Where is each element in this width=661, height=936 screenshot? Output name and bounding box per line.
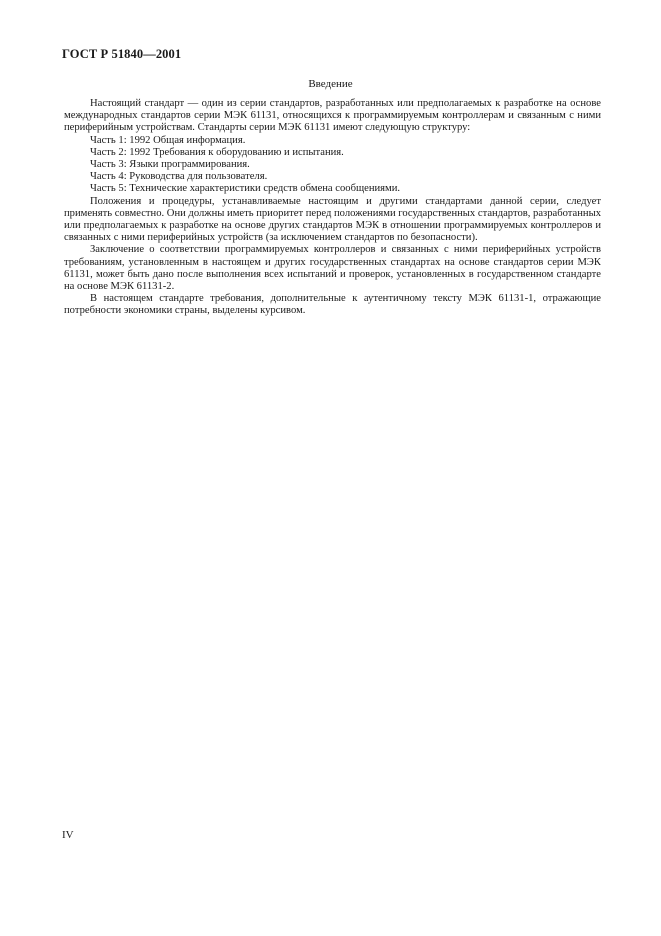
paragraph-intro: Настоящий стандарт — один из серии стандартов, разработанных или предполагаемых к разработке на основе международных стандартов серии МЭК 61131, относящихся к программируемым контроллерам и связанным с ними периферийным устройствам. Стандарты серии МЭК 61131 имеют следующую структуру:	[64, 98, 601, 134]
list-item: Часть 2: 1992 Требования к оборудованию и испытания.	[90, 146, 344, 158]
paragraph-italics-note: В настоящем стандарте требования, дополнительные к аутентичному тексту МЭК 61131-1, отражающие потребности экономики страны, выделены курсивом.	[64, 293, 601, 317]
list-item: Часть 4: Руководства для пользователя.	[90, 171, 268, 183]
paragraph-conformity: Заключение о соответствии программируемых контроллеров и связанных с ними периферийных устройств требованиям, установленным в настоящем и других государственных стандартах на основе стандартов серии МЭК 61131, может быть дано после выполнения всех испытаний и проверок, установленных в государственном стандарте на основе МЭК 61131-2.	[64, 244, 601, 293]
document-header: ГОСТ Р 51840—2001	[62, 47, 182, 61]
parts-list	[64, 135, 601, 196]
list-item: Часть 3: Языки программирования.	[90, 159, 250, 171]
page-number: IV	[62, 829, 74, 841]
section-title: Введение	[308, 78, 353, 90]
list-item: Часть 5: Технические характеристики средств обмена сообщениями.	[90, 183, 401, 195]
paragraph-provisions: Положения и процедуры, устанавливаемые настоящим и другими стандартами данной серии, следует применять совместно. Они должны иметь приоритет перед положениями государственных стандартов, разработанных или предполагаемых к разработке на основе других стандартов МЭК в отношении программируемых контроллеров и связанных с ними периферийных устройств (за исключением стандартов по безопасности).	[64, 195, 601, 244]
document-body	[64, 98, 601, 318]
list-item: Часть 1: 1992 Общая информация.	[90, 134, 246, 146]
